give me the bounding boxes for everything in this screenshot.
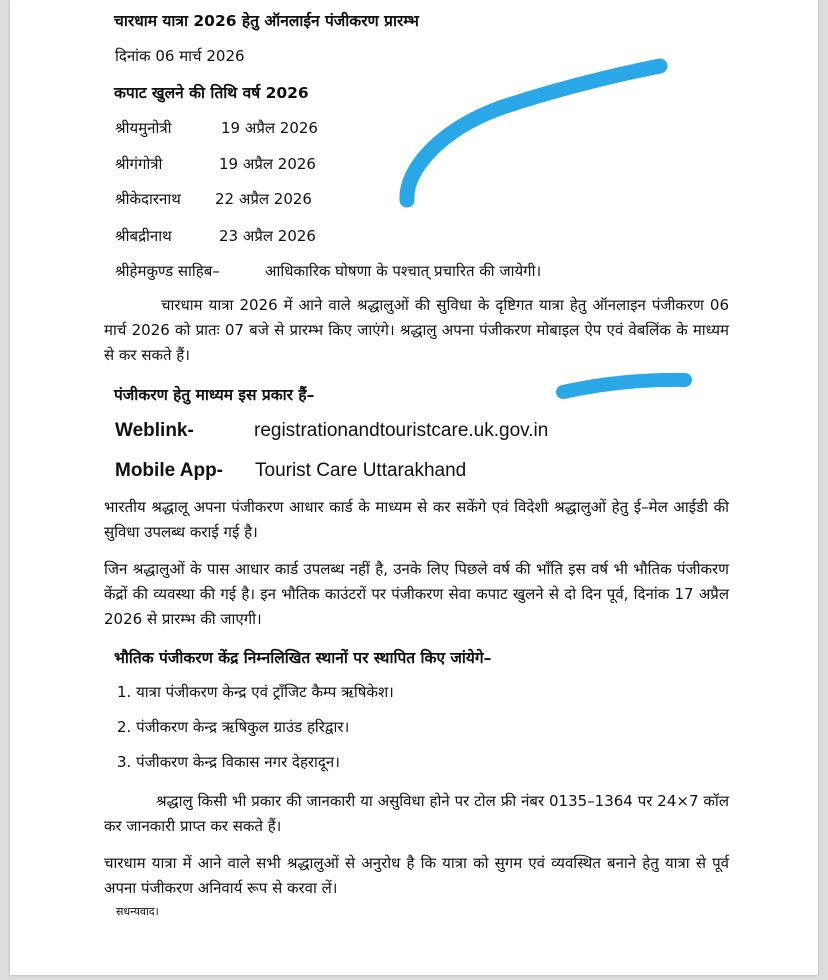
centers-heading: भौतिक पंजीकरण केंद्र निम्नलिखित स्थानों पर स्थापित किए जांयेगे– [114, 649, 492, 667]
dham-name: श्रीकेदारनाथ [115, 190, 181, 208]
mobile-app-value: Tourist Care Uttarakhand [255, 460, 467, 481]
dham-name: श्रीगंगोत्री [115, 155, 163, 173]
mobile-app-label: Mobile App- [115, 460, 223, 481]
opening-heading: कपाट खुलने की तिथि वर्ष 2026 [114, 84, 309, 102]
center-list-item: 3. पंजीकरण केन्द्र विकास नगर देहरादून। [117, 753, 340, 771]
modes-heading: पंजीकरण हेतु माध्यम इस प्रकार हैं– [114, 386, 315, 404]
hemkund-note: आधिकारिक घोषणा के पश्चात् प्रचारित की जायेगी। [265, 262, 542, 280]
paragraph-aadhaar: भारतीय श्रद्धालू अपना पंजीकरण आधार कार्ड के माध्यम से कर सकेंगे एवं विदेशी श्रद्धालुओं हेतु ई–मेल आईडी की सुविधा उपलब्ध कराई गई है। [104, 498, 729, 541]
marker-stroke-line [563, 380, 685, 392]
paragraph-toll-free: श्रद्धालु किसी भी प्रकार की जानकारी या असुविधा होने पर टोल फ्री नंबर 0135–1364 पर 24×7 कॉल कर जानकारी प्राप्त कर सकते हैं। [104, 792, 729, 835]
dham-date: 23 अप्रैल 2026 [219, 227, 316, 245]
weblink-value[interactable]: registrationandtouristcare.uk.gov.in [254, 420, 549, 441]
weblink-label: Weblink- [115, 420, 194, 441]
dham-name: श्रीबद्रीनाथ [115, 227, 172, 245]
center-list-item: 2. पंजीकरण केन्द्र ऋषिकुल ग्राउंड हरिद्वार। [117, 718, 350, 736]
marker-stroke-curve [407, 66, 660, 200]
dham-date: 22 अप्रैल 2026 [215, 190, 312, 208]
dham-name: श्रीयमुनोत्री [115, 119, 172, 137]
date-line: दिनांक 06 मार्च 2026 [115, 47, 245, 65]
signoff: सधन्यवाद। [116, 905, 159, 918]
paragraph-request: चारधाम यात्रा में आने वाले सभी श्रद्धालुओं से अनुरोध है कि यात्रा को सुगम एवं व्यवस्थित बनाने हेतु यात्रा से पूर्व अपना पंजीकरण अनिवार्य रूप से करवा लें। [104, 854, 729, 897]
document-title: चारधाम यात्रा 2026 हेतु ऑनलाईन पंजीकरण प्रारम्भ [114, 12, 419, 30]
center-list-item: 1. यात्रा पंजीकरण केन्द्र एवं ट्राँजिट कैम्प ऋषिकेश। [117, 683, 394, 701]
dham-date: 19 अप्रैल 2026 [219, 155, 316, 173]
hemkund-name: श्रीहेमकुण्ड साहिब– [115, 262, 220, 280]
dham-date: 19 अप्रैल 2026 [221, 119, 318, 137]
paragraph-physical-centers: जिन श्रद्धालुओं के पास आधार कार्ड उपलब्ध नहीं है, उनके लिए पिछले वर्ष की भाँति इस वर्ष भी भौतिक पंजीकरण केंद्रों की व्यवस्था की गई है। इन भौतिक काउंटरों पर पंजीकरण सेवा कपाट खुलने से दो दिन पूर्व, दिनांक 17 अप्रैल 2026 से प्रारम्भ की जाएगी। [104, 560, 729, 628]
paragraph-online-registration: चारधाम यात्रा 2026 में आने वाले श्रद्धालुओं की सुविधा के दृष्टिगत यात्रा हेतु ऑनलाइन पंजीकरण 06 मार्च 2026 को प्रातः 07 बजे से प्रारम्भ किए जाएंगे। श्रद्धालु अपना पंजीकरण मोबाइल ऐप एवं वेबलिंक के माध्यम से कर सकते हैं। [104, 296, 729, 364]
